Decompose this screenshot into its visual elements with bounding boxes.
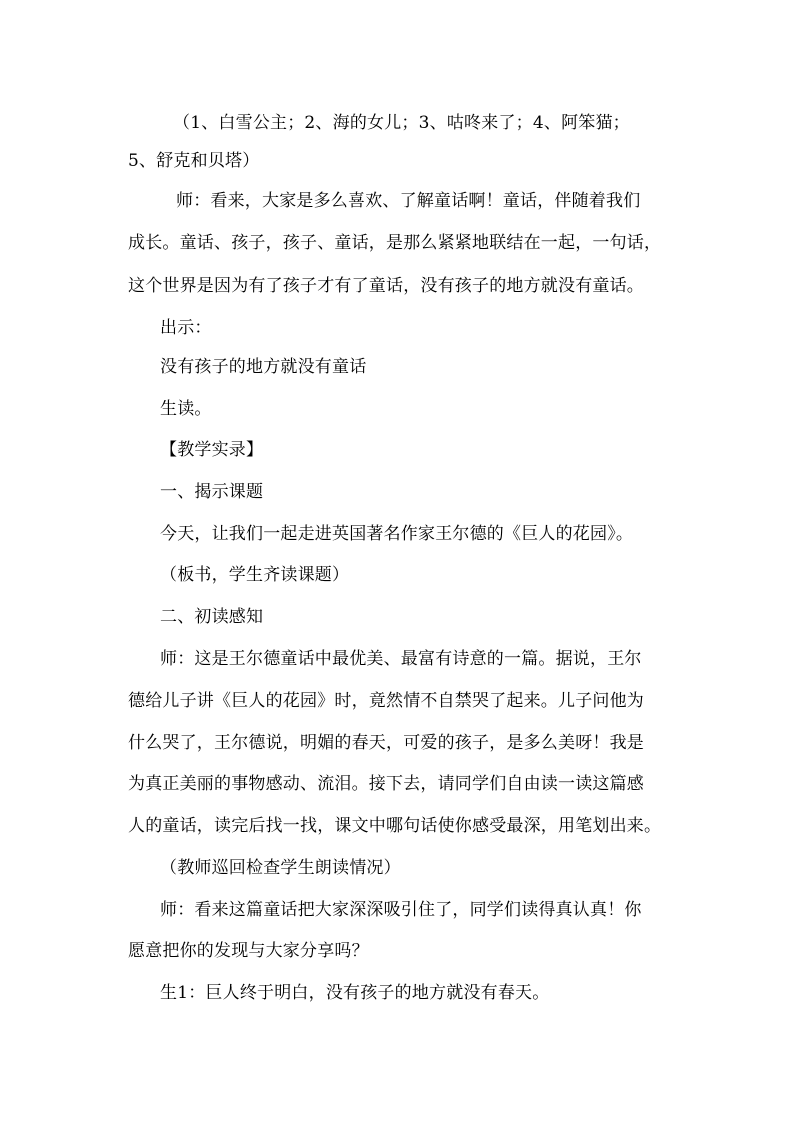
shown-quote: 没有孩子的地方就没有童话 bbox=[160, 357, 367, 377]
section-heading-first-reading: 二、初读感知 bbox=[160, 607, 264, 627]
story-list-line-2: 5、舒克和贝塔） bbox=[128, 151, 260, 171]
board-note: （板书，学生齐读课题） bbox=[160, 565, 350, 585]
teacher-paragraph-2-line-5: 人的童话，读完后找一找，课文中哪句话使你感受最深，用笔划出来。 bbox=[128, 816, 662, 836]
teacher-paragraph-1-line-3: 这个世界是因为有了孩子才有了童话，没有孩子的地方就没有童话。 bbox=[128, 276, 644, 296]
teacher-paragraph-1-line-2: 成长。童话、孩子，孩子、童话，是那么紧紧地联结在一起，一句话， bbox=[128, 233, 662, 253]
teacher-paragraph-2-line-2: 德给儿子讲《巨人的花园》时，竟然情不自禁哭了起来。儿子问他为 bbox=[128, 691, 644, 711]
intro-paragraph: 今天，让我们一起走进英国著名作家王尔德的《巨人的花园》。 bbox=[160, 524, 634, 544]
teacher-paragraph-2-line-1: 师：这是王尔德童话中最优美、最富有诗意的一篇。据说，王尔 bbox=[160, 649, 642, 669]
teacher-paragraph-1-line-1: 师：看来，大家是多么喜欢、了解童话啊！童话，伴随着我们 bbox=[176, 191, 641, 211]
teacher-paragraph-3-line-1: 师：看来这篇童话把大家深深吸引住了，同学们读得真认真！你 bbox=[160, 900, 642, 920]
teacher-paragraph-3-line-2: 愿意把你的发现与大家分享吗？ bbox=[128, 941, 369, 961]
teacher-paragraph-2-line-4: 为真正美丽的事物感动、流泪。接下去，请同学们自由读一读这篇感 bbox=[128, 774, 644, 794]
students-read: 生读。 bbox=[160, 399, 212, 419]
section-heading-reveal-topic: 一、揭示课题 bbox=[160, 482, 264, 502]
teacher-paragraph-2-line-3: 什么哭了，王尔德说，明媚的春天，可爱的孩子，是多么美呀！我是 bbox=[128, 733, 644, 753]
teacher-inspection-note: （教师巡回检查学生朗读情况） bbox=[160, 858, 401, 878]
student-1-answer: 生1：巨人终于明白，没有孩子的地方就没有春天。 bbox=[160, 983, 550, 1003]
story-list-line-1: （1、白雪公主；2、海的女儿；3、咕咚来了；4、阿笨猫； bbox=[173, 113, 630, 133]
section-heading-teaching-record: 【教学实录】 bbox=[160, 440, 264, 460]
show-label: 出示： bbox=[160, 318, 212, 338]
